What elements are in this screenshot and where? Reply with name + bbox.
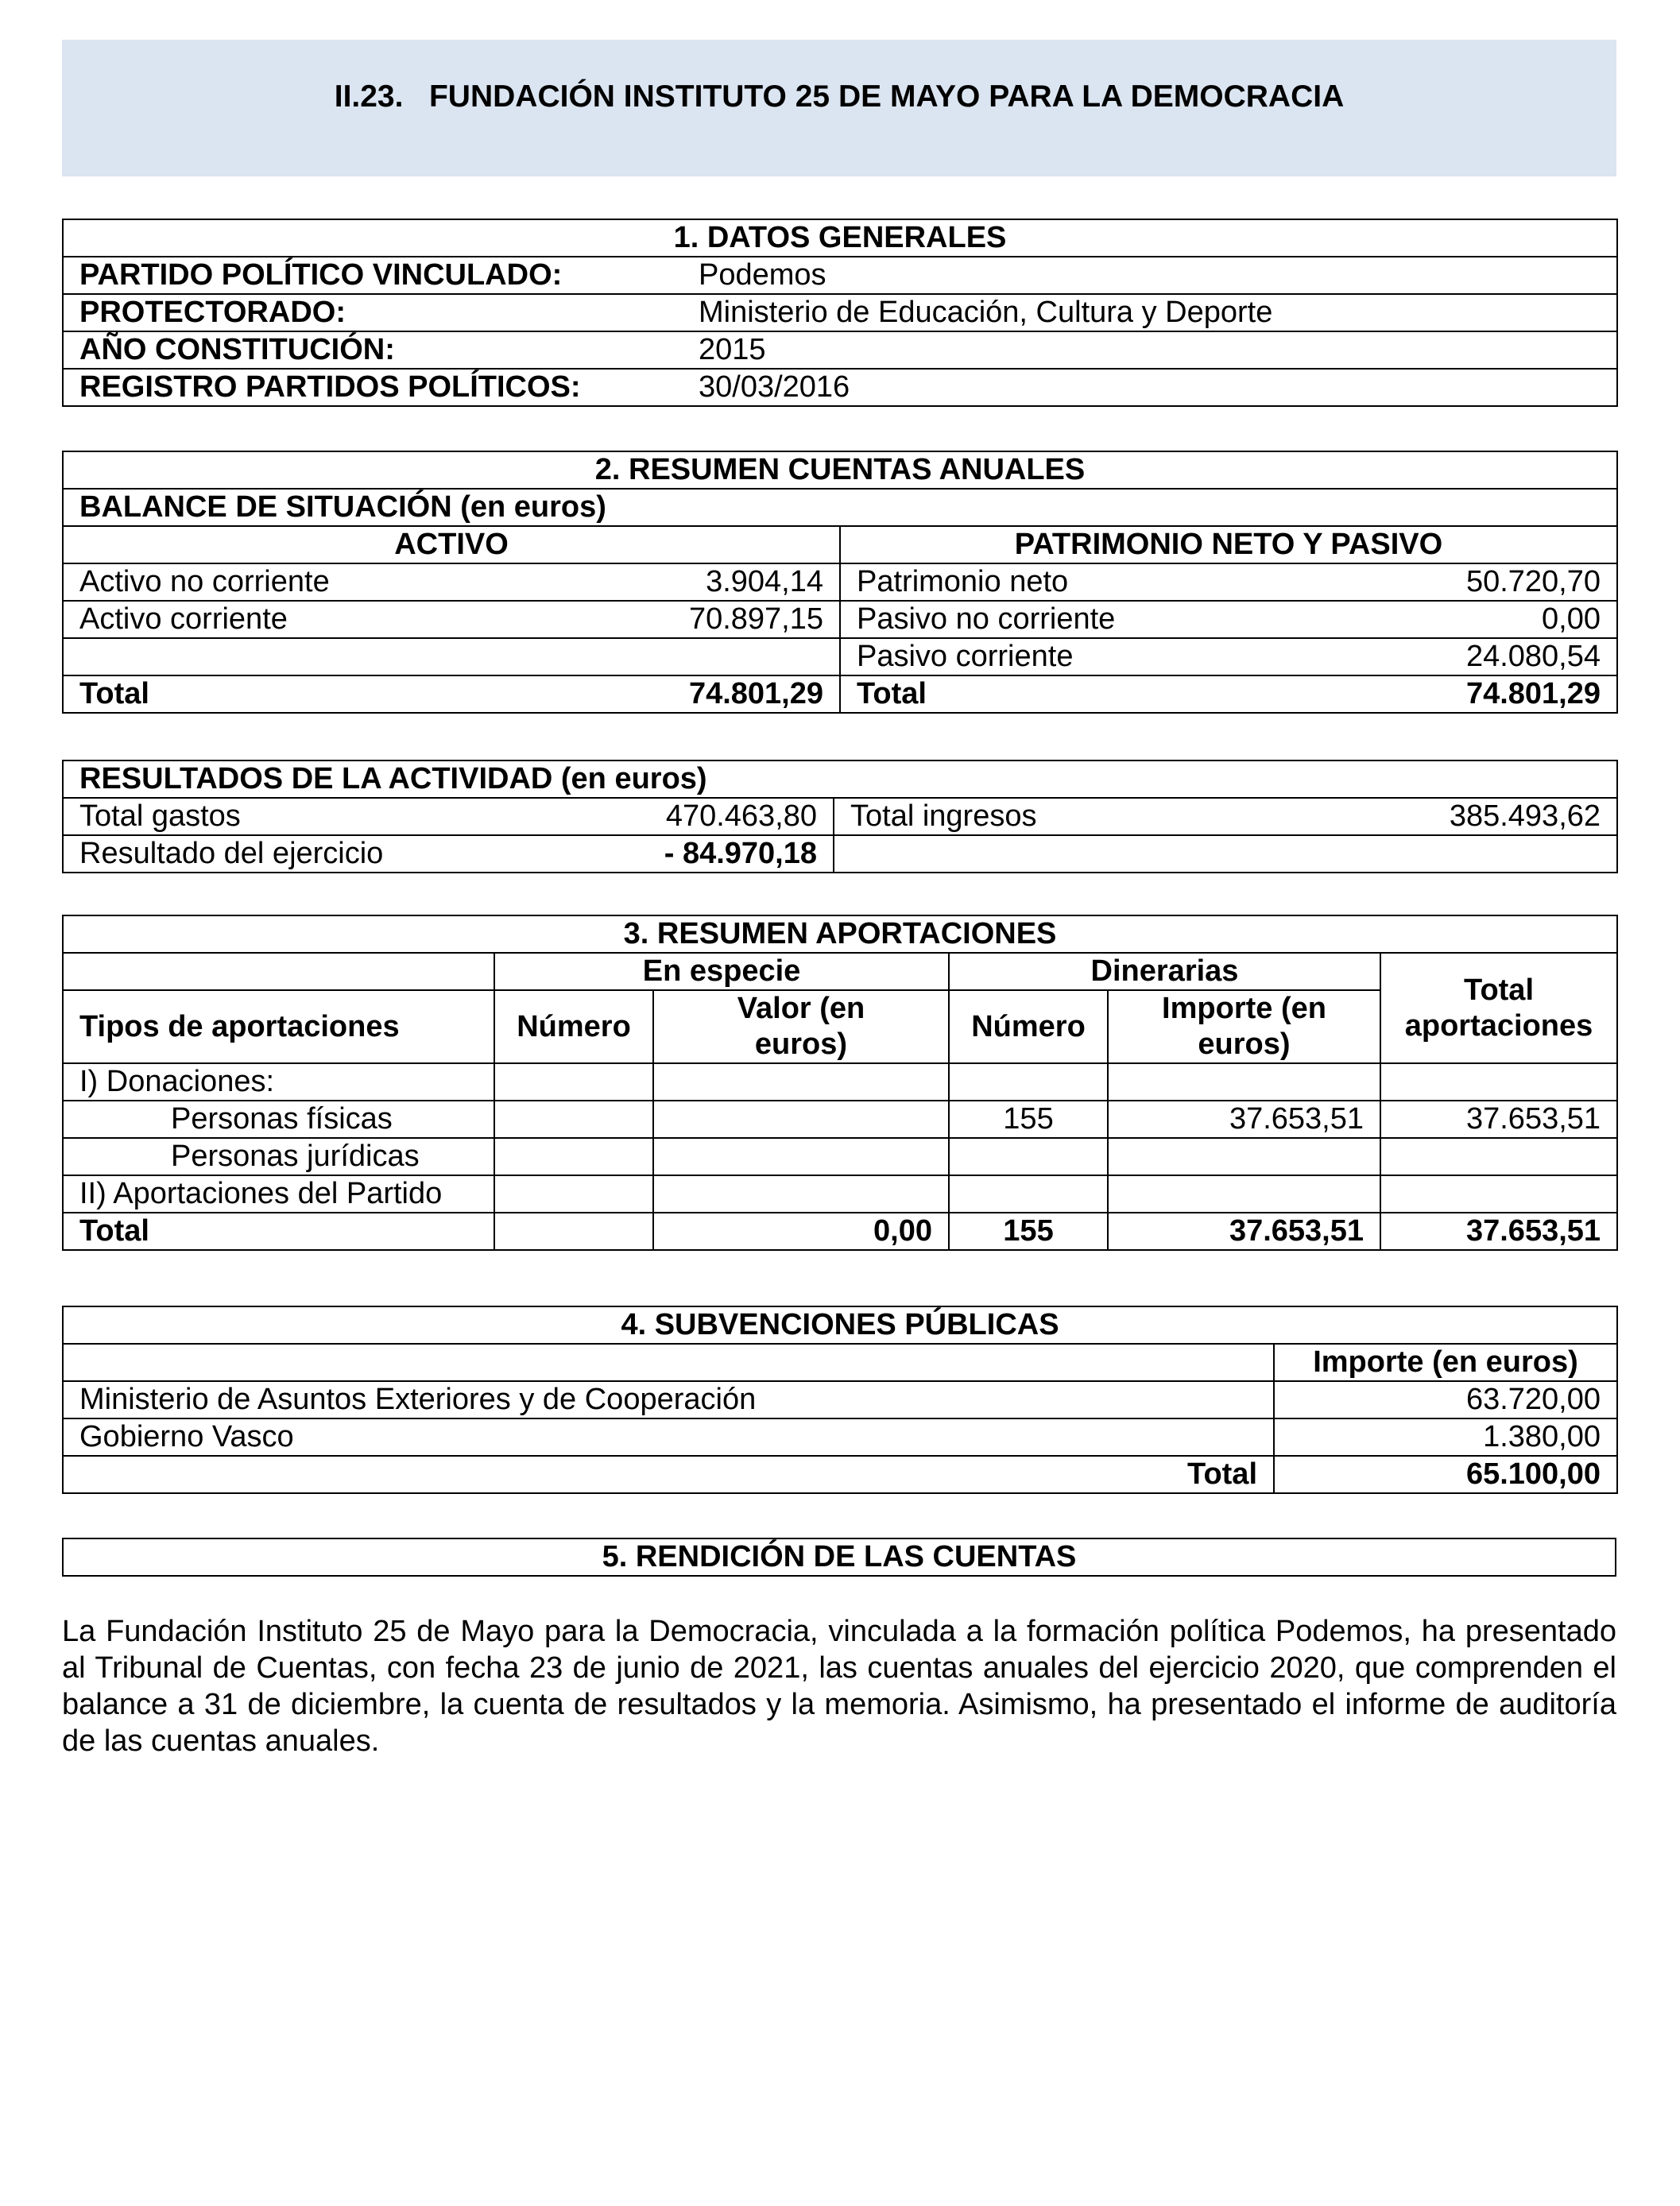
pasivo-value: 24.080,54 <box>1396 638 1617 675</box>
pasivo-value: 0,00 <box>1396 601 1617 638</box>
table-row <box>63 369 1617 406</box>
dinerarias-numero-header: Número <box>949 990 1108 1063</box>
row-label: Gobierno Vasco <box>63 1418 1274 1456</box>
pasivo-header: PATRIMONIO NETO Y PASIVO <box>840 526 1617 563</box>
table-row <box>63 331 1617 369</box>
datos-generales-title: 1. DATOS GENERALES <box>63 219 1617 257</box>
row-label: PROTECTORADO: <box>63 294 689 331</box>
activo-header: ACTIVO <box>63 526 840 563</box>
gastos-label: Total gastos <box>63 798 619 835</box>
row-label: PARTIDO POLÍTICO VINCULADO: <box>63 257 689 294</box>
pasivo-total-value: 74.801,29 <box>1396 675 1617 713</box>
table-row <box>63 1101 1617 1138</box>
row-value: 30/03/2016 <box>689 369 1617 406</box>
resumen-cuentas-title: 2. RESUMEN CUENTAS ANUALES <box>63 451 1617 489</box>
activo-label <box>63 638 619 675</box>
ingresos-value: 385.493,62 <box>1390 798 1617 835</box>
cell <box>494 1138 653 1175</box>
table-row <box>63 638 1617 675</box>
cell: 37.653,51 <box>1108 1213 1380 1250</box>
en-especie-header: En especie <box>494 953 949 990</box>
cell: 37.653,51 <box>1380 1213 1617 1250</box>
cell <box>949 1063 1108 1101</box>
subvenciones-title: 4. SUBVENCIONES PÚBLICAS <box>63 1306 1617 1344</box>
cell <box>1108 1063 1380 1101</box>
pasivo-label: Pasivo no corriente <box>840 601 1396 638</box>
total-aportaciones-header: Total aportaciones <box>1380 953 1617 1063</box>
cell: 37.653,51 <box>1380 1101 1617 1138</box>
row-value: 1.380,00 <box>1274 1418 1617 1456</box>
importe-header: Importe (en euros) <box>1274 1344 1617 1381</box>
table-row <box>63 563 1617 601</box>
cell <box>1380 1138 1617 1175</box>
rendicion-title: 5. RENDICIÓN DE LAS CUENTAS <box>63 1538 1616 1576</box>
row-label: Personas jurídicas <box>63 1138 494 1175</box>
row-label: AÑO CONSTITUCIÓN: <box>63 331 689 369</box>
empty-cell <box>63 953 494 990</box>
table-row <box>63 1138 1617 1175</box>
rendicion-paragraph: La Fundación Instituto 25 de Mayo para la Democracia, vinculada a la formación política Podemos, ha presentado al Tribunal de Cuentas, con fecha 23 de junio de 2021, las cuentas anuales del ejercicio 2020, que comprenden el balance a 31 de diciembre, la cuenta de resultados y la memoria. Asimismo, ha presentado el informe de auditoría de las cuentas anuales. <box>62 1615 1616 1758</box>
cell <box>1108 1138 1380 1175</box>
row-label: I) Donaciones: <box>63 1063 494 1101</box>
especie-numero-header: Número <box>494 990 653 1063</box>
table-row <box>63 1418 1617 1456</box>
aportaciones-title: 3. RESUMEN APORTACIONES <box>63 915 1617 953</box>
cell <box>494 1175 653 1213</box>
cell <box>653 1101 949 1138</box>
total-row <box>63 675 1617 713</box>
row-label: II) Aportaciones del Partido <box>63 1175 494 1213</box>
cell <box>949 1175 1108 1213</box>
resultado-value: - 84.970,18 <box>619 835 834 873</box>
row-value: 63.720,00 <box>1274 1381 1617 1418</box>
cell <box>653 1138 949 1175</box>
cell <box>494 1063 653 1101</box>
ingresos-label: Total ingresos <box>834 798 1390 835</box>
cell <box>494 1213 653 1250</box>
dinerarias-importe-header: Importe (en euros) <box>1108 990 1380 1063</box>
cell <box>1108 1175 1380 1213</box>
activo-value: 70.897,15 <box>619 601 840 638</box>
pasivo-label: Patrimonio neto <box>840 563 1396 601</box>
row-value: Ministerio de Educación, Cultura y Deporte <box>689 294 1617 331</box>
gastos-value: 470.463,80 <box>619 798 834 835</box>
empty-cell <box>834 835 1617 873</box>
cell <box>1380 1175 1617 1213</box>
table-row <box>63 798 1617 835</box>
row-value: 2015 <box>689 331 1617 369</box>
cell <box>653 1175 949 1213</box>
subvenciones-table <box>62 1306 1618 1494</box>
row-label: Ministerio de Asuntos Exteriores y de Cooperación <box>63 1381 1274 1418</box>
balance-title: BALANCE DE SITUACIÓN (en euros) <box>63 489 1617 526</box>
cell <box>653 1063 949 1101</box>
activo-value <box>619 638 840 675</box>
cell <box>949 1138 1108 1175</box>
row-label: Personas físicas <box>63 1101 494 1138</box>
empty-cell <box>63 1344 1274 1381</box>
table-row <box>63 294 1617 331</box>
resultado-label: Resultado del ejercicio <box>63 835 619 873</box>
resumen-cuentas-table <box>62 451 1618 714</box>
cell <box>1380 1063 1617 1101</box>
pasivo-total-label: Total <box>840 675 1396 713</box>
aportaciones-table <box>62 915 1618 1251</box>
resultados-title: RESULTADOS DE LA ACTIVIDAD (en euros) <box>63 760 1617 798</box>
table-row <box>63 1381 1617 1418</box>
total-row <box>63 1213 1617 1250</box>
table-row <box>63 1175 1617 1213</box>
pasivo-label: Pasivo corriente <box>840 638 1396 675</box>
total-row <box>63 1456 1617 1493</box>
table-row <box>63 835 1617 873</box>
activo-total-value: 74.801,29 <box>619 675 840 713</box>
total-value: 65.100,00 <box>1274 1456 1617 1493</box>
datos-generales-table <box>62 219 1618 407</box>
activo-value: 3.904,14 <box>619 563 840 601</box>
especie-valor-header: Valor (en euros) <box>653 990 949 1063</box>
row-value: Podemos <box>689 257 1617 294</box>
section-title: II.23. FUNDACIÓN INSTITUTO 25 DE MAYO PARA LA DEMOCRACIA <box>334 79 1345 114</box>
cell: 155 <box>949 1101 1108 1138</box>
section-header-band <box>62 40 1616 176</box>
rendicion-table <box>62 1538 1616 1577</box>
cell: 155 <box>949 1213 1108 1250</box>
resultados-table <box>62 760 1618 873</box>
table-row <box>63 257 1617 294</box>
total-label: Total <box>63 1456 1274 1493</box>
row-label: REGISTRO PARTIDOS POLÍTICOS: <box>63 369 689 406</box>
pasivo-value: 50.720,70 <box>1396 563 1617 601</box>
activo-total-label: Total <box>63 675 619 713</box>
activo-label: Activo corriente <box>63 601 619 638</box>
total-label: Total <box>63 1213 494 1250</box>
tipos-header: Tipos de aportaciones <box>63 990 494 1063</box>
cell: 0,00 <box>653 1213 949 1250</box>
cell <box>494 1101 653 1138</box>
dinerarias-header: Dinerarias <box>949 953 1380 990</box>
cell: 37.653,51 <box>1108 1101 1380 1138</box>
table-row <box>63 1063 1617 1101</box>
table-row <box>63 601 1617 638</box>
activo-label: Activo no corriente <box>63 563 619 601</box>
